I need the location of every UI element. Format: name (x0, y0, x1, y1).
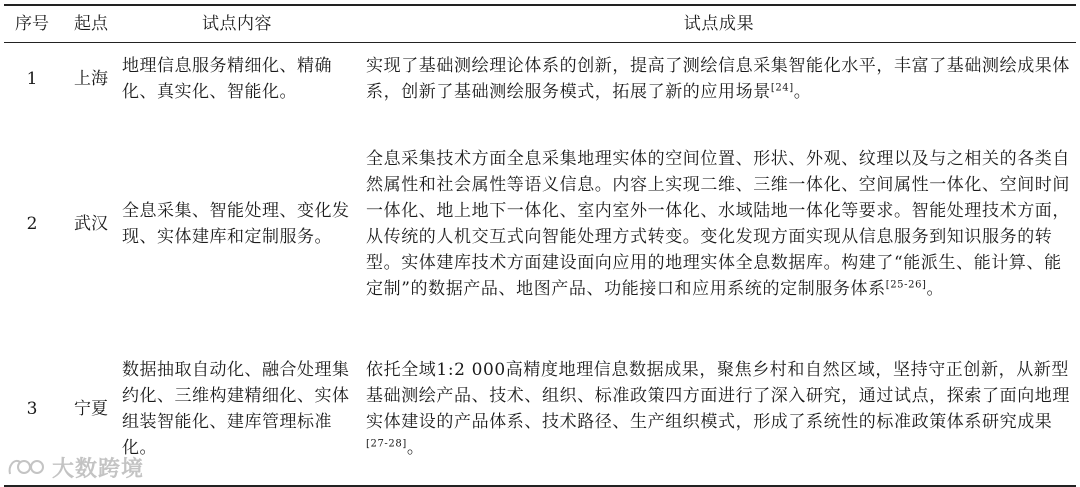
row-content: 数据抽取自动化、融合处理集约化、三维构建精细化、实体组装智能化、建库管理标准化。 (122, 360, 350, 458)
row-start: 宁夏 (74, 399, 108, 419)
header-no: 序号 (15, 14, 49, 34)
citation-ref: [24] (770, 82, 794, 94)
watermark (6, 452, 146, 482)
row-result (358, 43, 1076, 116)
result-text: 实现了基础测绘理论体系的创新，提高了测绘信息采集智能化水平，丰富了基础测绘成果体系，创新了基础测绘服务模式，拓展了新的应用场景 (366, 56, 1070, 102)
row-no: 1 (26, 69, 38, 89)
header-content: 试点内容 (202, 14, 272, 34)
logo-icon (6, 454, 48, 480)
row-result (358, 333, 1076, 486)
row-start: 武汉 (74, 214, 108, 234)
table-row (4, 43, 1076, 116)
pilot-results-table (4, 4, 1076, 487)
table-header-row (4, 5, 1076, 43)
row-start: 上海 (74, 69, 108, 89)
result-text: 全息采集技术方面全息采集地理实体的空间位置、形状、外观、纹理以及与之相关的各类自然属性和社会属性等语义信息。内容上实现二维、三维一体化、空间属性一体化、空间时间一体化、地上地下一体化、室内室外一体化、水域陆地一体化等要求。智能处理技术方面，从传统的人机交互式向智能处理方式转变。变化发现方面实现从信息服务到知识服务的转型。实体建库技术方面建设面向应用的地理实体全息数据库。构建了“能派生、能计算、能定制”的数据产品、地图产品、功能接口和应用系统的定制服务体系 (366, 149, 1070, 299)
header-result: 试点成果 (683, 14, 755, 34)
citation-ref: [25-26] (885, 279, 927, 291)
citation-ref: [27-28] (366, 438, 407, 450)
table-row (4, 115, 1076, 333)
watermark-text: 大数跨境 (52, 456, 145, 482)
row-content: 全息采集、智能处理、变化发现、实体建库和定制服务。 (122, 201, 350, 247)
header-start: 起点 (74, 14, 108, 34)
result-end: 。 (926, 279, 945, 299)
row-no: 3 (26, 399, 38, 419)
row-no: 2 (26, 214, 38, 234)
table-row (4, 333, 1076, 486)
result-end: 。 (793, 82, 812, 102)
row-result (358, 115, 1076, 333)
row-content: 地理信息服务精细化、精确化、真实化、智能化。 (122, 56, 332, 102)
result-text: 依托全域1:2 000高精度地理信息数据成果，聚焦乡村和自然区域，坚持守正创新，从新型基础测绘产品、技术、组织、标准政策四方面进行了深入研究，通过试点，探索了面向地理实体建设的产品体系、技术路径、生产组织模式，形成了系统性的标准政策体系研究成果 (366, 360, 1070, 432)
result-end: 。 (406, 438, 425, 458)
